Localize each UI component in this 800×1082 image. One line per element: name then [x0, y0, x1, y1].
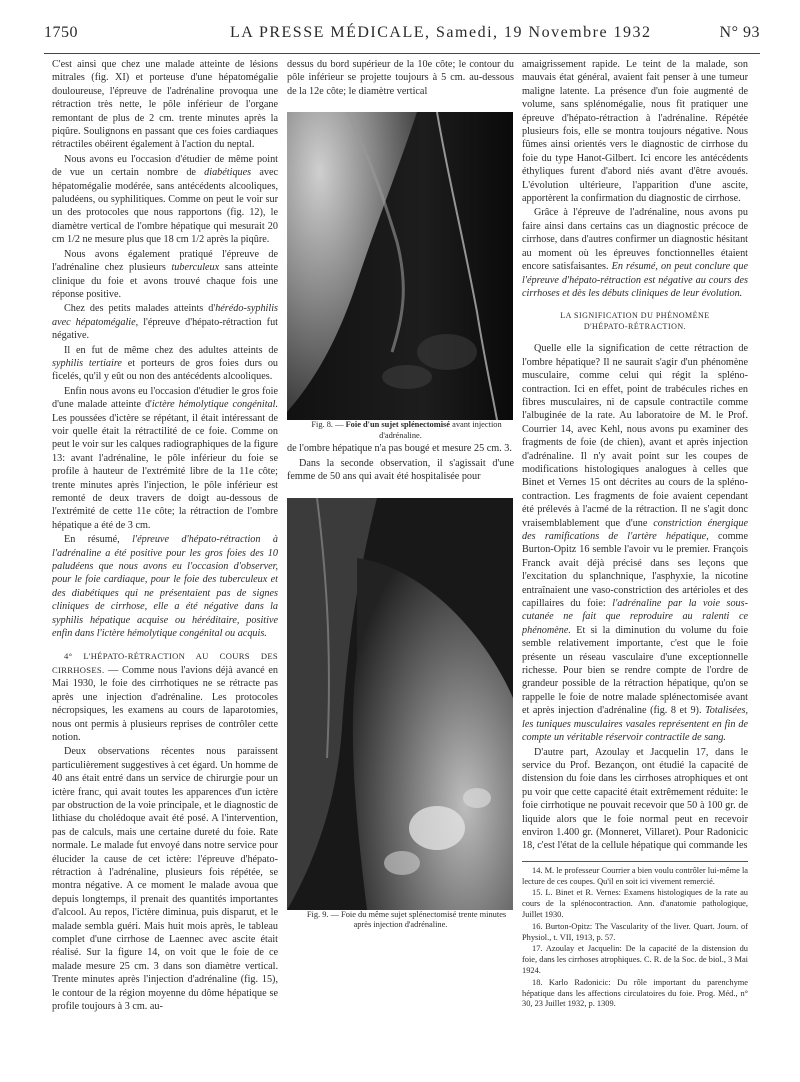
paragraph: Il en fut de même chez des adultes atteints de syphilis tertiaire et porteurs de gros foies durs ou ficelés, qu'il y eût ou non des antécédents alcooliques.: [52, 344, 278, 383]
footnote: 15. L. Binet et R. Vernes: Examens histologiques de la rate au cours de la splénocontraction. Ann. d'anatomie pathologique, Juillet 1930.: [522, 888, 748, 919]
radiograph-image: [287, 498, 513, 910]
page-number: 1750: [44, 24, 78, 41]
paragraph: dessus du bord supérieur de la 10e côte; le contour du pôle inférieur se projette toujours à 5 cm. au-dessous de la 12e côte; le diamètre vertical: [287, 59, 514, 97]
column-2: [287, 58, 514, 1068]
column-1: [52, 58, 278, 1068]
paragraph: Chez des petits malades atteints d'hérédo-syphilis avec hépatomégalie, l'épreuve d'hépato-rétraction fut négative.: [52, 303, 278, 342]
paragraph: Grâce à l'épreuve de l'adrénaline, nous avons pu faire ainsi dans certains cas un diagnostic précoce de cirrhose, dans d'autres confirmer un diagnostic hésitant au moment où les épreuves fonctionnelles étaient encore satisfaisantes. En résumé, on peut conclure que l'épreuve d'hépato-rétraction est négative au cours des cirrhoses et dès les débuts cliniques de leur évolution.: [522, 207, 748, 299]
paragraph: En résumé, l'épreuve d'hépato-rétraction à l'adrénaline a été positive pour les gros foies des 10 paludéens que nous avons eu l'occasion d'observer, pour le foie cardiaque, pour le foie des tuberculeux et des diabétiques qui ne présentaient pas de signes cliniques de cirrhose, elle a été négative dans la syphilis hépatique acquise ou héréditaire, positive enfin dans l'ictère hémolytique congénital ou acquis.: [52, 534, 278, 640]
paragraph: amaigrissement rapide. Le teint de la malade, son mauvais état général, avaient fait penser à une tumeur maligne latente. La présence d'un foie augmenté de volume, sans splénomégalie, nous fit pratiquer une épreuve d'hépato-rétraction à l'adrénaline. Répétée plusieurs fois, elle se montra toujours négative. Nous fûmes ainsi orientés vers le diagnostic de cirrhose du foie du type Hanot-Gilbert. Ici encore les antécédents éthyliques furent d'abord niés avant d'être avoués. L'évolution ultérieure, l'apparition d'une ascite, apportèrent la confirmation du diagnostic de cirrhose.: [522, 59, 748, 205]
journal-title: LA PRESSE MÉDICALE, Samedi, 19 Novembre 1932: [230, 24, 652, 41]
footnote: 14. M. le professeur Courrier a bien voulu contrôler lui-même la lecture de ces coupes. Qu'il en soit ici vivement remercié.: [522, 865, 748, 886]
radiograph-image: [287, 112, 513, 420]
footnote: 16. Burton-Opitz: The Vascularity of the liver. Quart. Journ. of Physiol., t. VII, 1913, p. 57.: [522, 921, 748, 942]
section-heading: LA SIGNIFICATION DU PHÉNOMÈNE D'HÉPATO-RÉTRACTION.: [560, 311, 710, 332]
paragraph: Enfin nous avons eu l'occasion d'étudier le gros foie d'une malade atteinte d'ictère hémolytique congénital. Les poussées d'ictère se répétant, il était intéressant de voir quelle était la rétractilité de ce foie. Comme on peut le voir sur les calques radiographiques de la figure 13: avant l'adrénaline, le pôle inférieur du foie se profile à hauteur de l'extrémité libre de la 11e côte; trente minutes après l'injection, le pôle inférieur est remonté de deux travers de doigt au-dessous de l'extrémité de cette 11e côte; la rétraction de l'ombre hépatique a été de 3 cm.: [52, 385, 278, 531]
issue-number: N° 93: [719, 24, 760, 41]
paragraph: Nous avons également pratiqué l'épreuve de l'adrénaline chez plusieurs tuberculeux sans atteinte clinique du foie et avons trouvé chaque fois une réponse positive.: [52, 248, 278, 300]
paragraph: C'est ainsi que chez une malade atteinte de lésions mitrales (fig. XI) et porteuse d'une hépatomégalie douloureuse, l'épreuve de l'adrénaline provoqua une rétraction très nette, le pôle inférieur de l'organe remontant de plus de 2 cm. trente minutes après la piqûre. Soulignons en passant que ces foies cardiaques rétractiles obéirent également à l'action du neptal.: [52, 59, 278, 151]
paragraph: Deux observations récentes nous paraissent particulièrement suggestives à cet égard. Un homme de 40 ans était entré dans un service de chirurgie pour un ictère franc, qui avait toutes les apparences d'un ictère par obstruction de la voie principale, et le diagnostic de lithiase du cholédoque avait été posé. A l'intervention, pas de calculs, mais une certaine dureté du foie. Rate normale. Le malade fut envoyé dans notre service pour élucider la cause de cet ictère: l'épreuve d'hépato-rétraction à l'adrénaline, plusieurs fois répétée, se montra négative. A ce moment le malade avoua que depuis longtemps, il prenait des quantités importantes d'alcool. Au repos, l'ictère diminua, puis disparut, et le malade sembla guéri. Mais huit mois après, le tableau complet d'une cirrhose de Laennec avec ascite était réalisé. Sur la figure 14, on voit que le foie de ce malade mesure 25 cm. 3 dans son diamètre vertical. Trente minutes après l'injection d'adrénaline (fig. 15), le contour de la région moyenne du dôme hépatique se profile toujours à 3 cm. au-: [52, 746, 278, 1013]
section-paragraph: 4° L'HÉPATO-RÉTRACTION AU COURS DES CIRRHOSES. — Comme nous l'avions déjà avancé en Mai 1930, le foie des cirrhotiques ne se rétracte pas après une injection d'adrénaline. Les protocoles nécropsiques, les examens au cours de laparotomies, nous ont permis à plusieurs reprises de contrôler cette notion.: [52, 651, 278, 743]
footnotes: [522, 861, 748, 1010]
paragraph: Quelle elle la signification de cette rétraction de l'ombre hépatique? Il ne saurait s'agir d'un phénomène musculaire, comme celui qui régit la spléno-contraction. Ici en effet, point de trabécules riches en fibres musculaires, ni de capsule contractile comme l'albuginée de la rate. Au laboratoire de M. le Prof. Courrier 14, avec Kehl, nous avons pu examiner des fragments de foie (de chien), avant et après injection d'adrénaline. Il n'y avait point sur les coupes de modifications histologiques analogues à celles que Binet et Vernes 15 ont décrites au cours de la spléno-contraction. Les fragments de foie avaient cependant été prélevés à l'acmé de la rétraction. Il ne s'agit donc vraisemblablement que d'une constriction énergique des ramifications de l'artère hépatique, comme Burton-Opitz 16 semble l'avoir vu le premier. François Franck avait déjà précisé dans ses leçons que l'excitation du splanchnique, l'asphyxie, la nicotine entraînaient une vaso-constriction des artérioles et des capillaires du foie: l'adrénaline par la voie sous-cutanée ne fait que reproduire au ralenti ce phénomène. Et si la diminution du volume du foie semble relativement importante, c'est que le foie présente un réseau vasculaire d'une exceptionnelle richesse. Pour bien se rendre compte de l'ordre de grandeur possible de la rétraction hépatique, qu'on se rappelle le foie de notre malade splénectomisée avant et après injection d'adrénaline (fig. 8 et 9). Totalisées, les tuniques musculaires vasales représentent en fin de compte un véritable réservoir contractile de sang.: [522, 343, 748, 744]
column-3: [522, 58, 748, 1068]
paragraph: Nous avons eu l'occasion d'étudier de même point de vue un certain nombre de diabétiques avec hépatomégalie modérée, sans antécédents alcooliques, paludéens, ou syphilitiques. Comme on peut le voir sur un des protocoles que nous rapportons (fig. 12), le diamètre vertical de l'ombre hépatique qui mesurait 20 cm 1/2 ne mesure plus que 18 cm 1/2 après la piqûre.: [52, 153, 278, 246]
figure-8-caption: Fig. 8. — Foie d'un sujet splénectomisé avant injection d'adrénaline.: [311, 420, 502, 440]
footnote: 17. Azoulay et Jacquelin: De la capacité de la distension du foie, dans les cirrhoses atrophiques. C. R. de la Soc. de biol., 3 Mai 1924.: [522, 944, 748, 975]
paragraph: de l'ombre hépatique n'a pas bougé et mesure 25 cm. 3.: [287, 443, 512, 455]
paragraph: D'autre part, Azoulay et Jacquelin 17, dans le service du Prof. Bezançon, ont étudié la capacité de distension du foie dans les cirrhoses atrophiques et ont pu voir que cette capacité était extrêmement réduite: le foie cirrhotique ne pouvait recevoir que 50 à 100 gr. de liquide alors que le foie normal peut en recevoir environ 1.400 gr. (Monneret, Villaret). Pour Radonicic 18, c'est l'état de la cellule hépatique qui commande les: [522, 746, 748, 852]
paragraph: Dans la seconde observation, il s'agissait d'une femme de 50 ans qui avait été hospitalisée pour: [287, 457, 514, 483]
page-header: [44, 20, 760, 46]
footnote: 18. Karlo Radonicic: Du rôle important du parenchyme hépatique dans les affections circulatoires du foie. Prog. Méd., n° 30, 23 Juillet 1932, p. 1309.: [522, 977, 748, 1009]
header-rule: [44, 53, 760, 54]
figure-8-radiograph: [287, 112, 513, 420]
figure-9-radiograph: [287, 498, 513, 910]
section-heading: 4° L'HÉPATO-RÉTRACTION AU COURS DES CIRRHOSES.: [52, 651, 278, 675]
figure-9-caption: Fig. 9. — Foie du même sujet splénectomisé trente minutes après injection d'adrénaline.: [306, 909, 507, 930]
